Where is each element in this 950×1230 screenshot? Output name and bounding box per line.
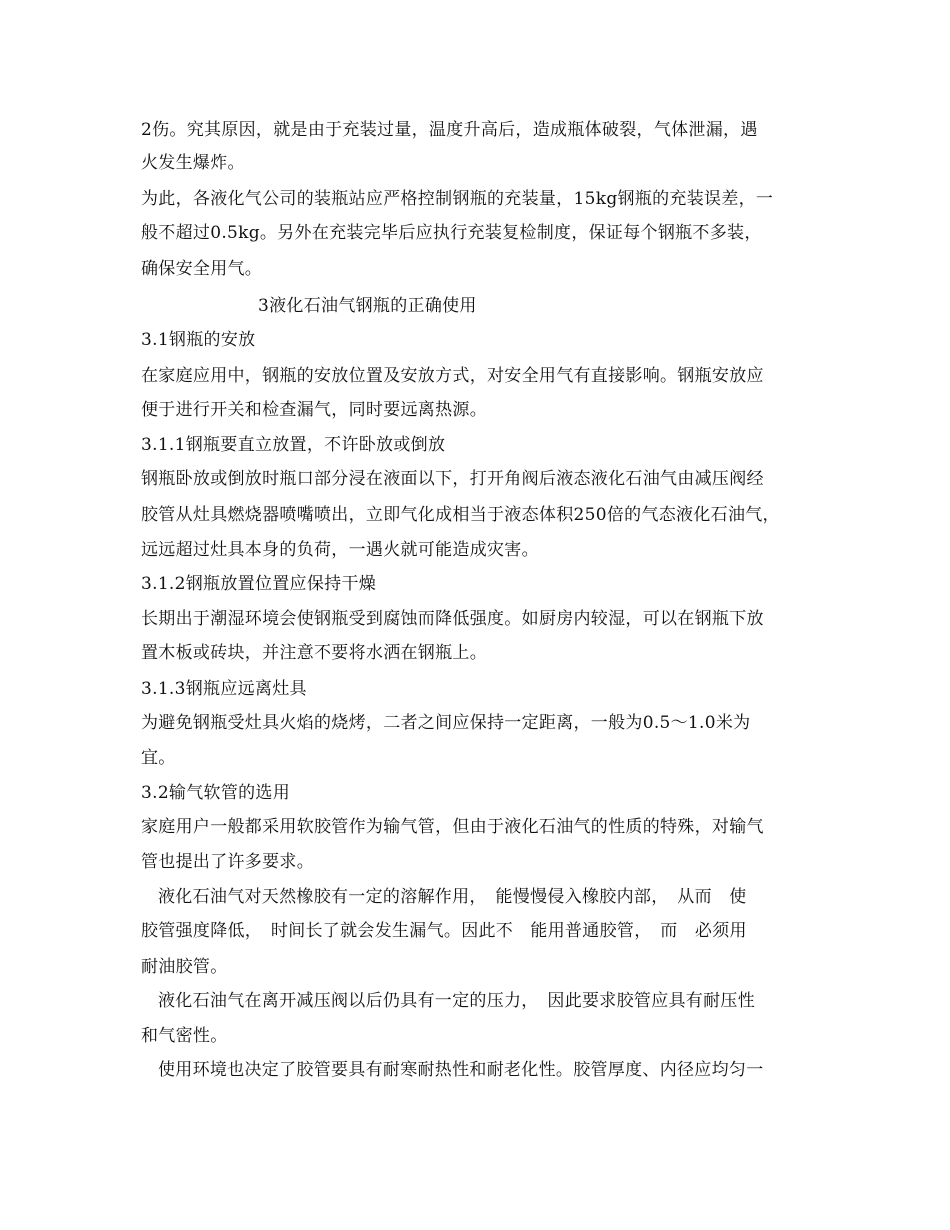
subsection-heading: 3.1.1钢瓶要直立放置，不许卧放或倒放 [141, 435, 446, 455]
text-line: 耐油胶管。 [141, 957, 228, 977]
text-line: 家庭用户一般都采用软胶管作为输气管，但由于液化石油气的性质的特殊，对输气 [141, 817, 764, 837]
text-line: 为避免钢瓶受灶具火焰的烧烤，二者之间应保持一定距离，一般为0.5～1.0米为 [141, 713, 751, 733]
text-line: 宜。 [141, 748, 176, 768]
text-line: 管也提出了许多要求。 [141, 852, 314, 872]
text-line: 使用环境也决定了胶管要具有耐寒耐热性和耐老化性。胶管厚度、内径应均匀一 [158, 1060, 764, 1080]
subsection-heading: 3.1.3钢瓶应远离灶具 [141, 679, 307, 699]
text-line: 钢瓶卧放或倒放时瓶口部分浸在液面以下，打开角阀后液态液化石油气由减压阀经 [141, 469, 764, 489]
subsection-heading: 3.1.2钢瓶放置位置应保持干燥 [141, 574, 377, 594]
text-line: 和气密性。 [141, 1026, 228, 1046]
text-line: 置木板或砖块，并注意不要将水洒在钢瓶上。 [141, 643, 487, 663]
text-line: 般不超过0.5kg。另外在充装完毕后应执行充装复检制度，保证每个钢瓶不多装， [141, 223, 762, 243]
section-heading: 3液化石油气钢瓶的正确使用 [258, 296, 477, 316]
text-line: 远远超过灶具本身的负荷，一遇火就可能造成灾害。 [141, 540, 539, 560]
text-line: 液化石油气在离开减压阀以后仍具有一定的压力， 因此要求胶管应具有耐压性 [158, 991, 755, 1011]
subsection-heading: 3.1钢瓶的安放 [141, 330, 256, 350]
text-line: 火发生爆炸。 [141, 153, 245, 173]
text-line: 为此，各液化气公司的装瓶站应严格控制钢瓶的充装量，15kg钢瓶的充装误差，一 [141, 189, 774, 209]
subsection-heading: 3.2输气软管的选用 [141, 783, 291, 803]
text-line: 胶管从灶具燃烧器喷嘴喷出，立即气化成相当于液态体积250倍的气态液化石油气， [141, 505, 780, 525]
text-line: 在家庭应用中，钢瓶的安放位置及安放方式，对安全用气有直接影响。钢瓶安放应 [141, 366, 764, 386]
text-line: 确保安全用气。 [141, 259, 263, 279]
text-line: 液化石油气对天然橡胶有一定的溶解作用， 能慢慢侵入橡胶内部， 从而 使 [158, 887, 747, 907]
text-line: 2伤。究其原因，就是由于充装过量，温度升高后，造成瓶体破裂，气体泄漏，遇 [141, 120, 758, 140]
text-line: 胶管强度降低， 时间长了就会发生漏气。因此不 能用普通胶管， 而 必须用 [141, 921, 747, 941]
text-line: 长期出于潮湿环境会使钢瓶受到腐蚀而降低强度。如厨房内较湿，可以在钢瓶下放 [141, 609, 764, 629]
text-line: 便于进行开关和检查漏气，同时要远离热源。 [141, 400, 487, 420]
